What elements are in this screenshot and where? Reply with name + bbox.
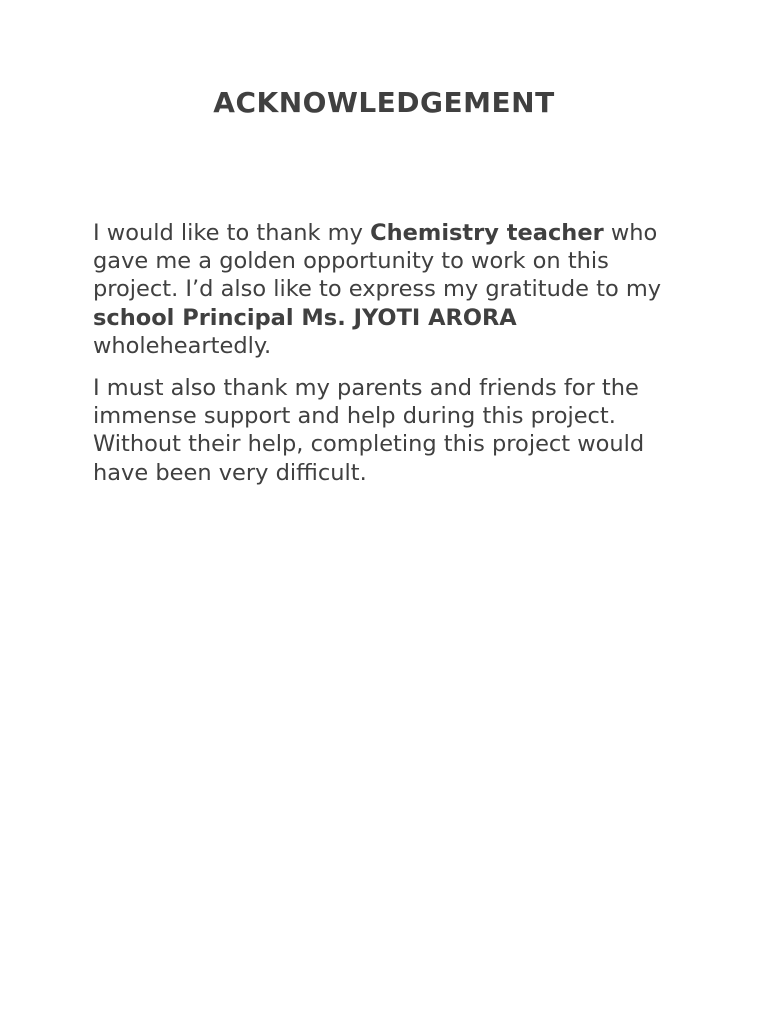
bold-chemistry-teacher: Chemistry teacher [370,220,604,246]
paragraph1-text-2: who gave me a golden opportunity to work on this project. I’d also like to express my gratitude to my [93,220,662,303]
paragraph1-text-3: wholeheartedly. [93,332,272,359]
document-body [93,219,693,487]
page-title: ACKNOWLEDGEMENT [213,86,555,119]
paragraph-thanks-parents: I must also thank my parents and friends for the immense support and help during this project. Without their help, completing this project would have been very difficult. [93,375,645,486]
paragraph-thanks-teacher [93,219,693,360]
paragraph1-text-1: I would like to thank my [93,220,371,246]
bold-school-principal: school Principal Ms. JYOTI ARORA [93,304,517,331]
